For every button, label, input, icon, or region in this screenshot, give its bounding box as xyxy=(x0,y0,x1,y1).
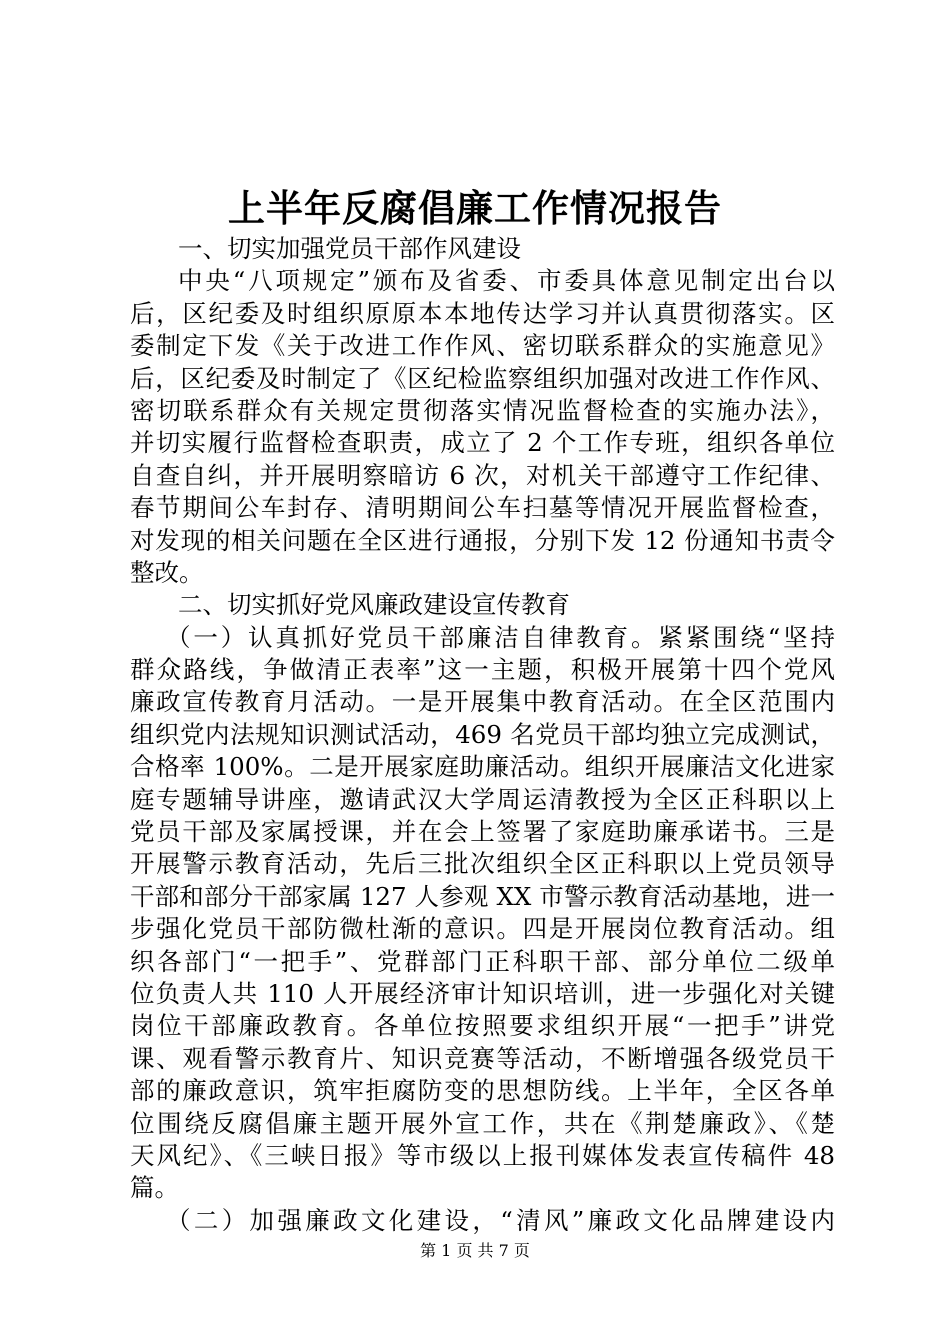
text-line: 篇。 xyxy=(130,1173,179,1203)
text-line: 春节期间公车封存、清明期间公车扫墓等情况开展监督检查， xyxy=(130,493,835,523)
text-line: 织各部门“一把手”、党群部门正科职干部、部分单位二级单 xyxy=(130,946,835,976)
text-line: 课、观看警示教育片、知识竞赛等活动，不断增强各级党员干 xyxy=(130,1043,835,1073)
text-line: 合格率 100%。二是开展家庭助廉活动。组织开展廉洁文化进家 xyxy=(130,752,835,782)
text-line: 中央“八项规定”颁布及省委、市委具体意见制定出台以 xyxy=(178,266,835,296)
text-line: 组织党内法规知识测试活动，469 名党员干部均独立完成测试， xyxy=(130,719,835,749)
text-line: 二、切实抓好党风廉政建设宣传教育 xyxy=(178,590,570,620)
text-line: 自查自纠，并开展明察暗访 6 次，对机关干部遵守工作纪律、 xyxy=(130,460,835,490)
text-line: 干部和部分干部家属 127 人参观 XX 市警示教育活动基地，进一 xyxy=(130,881,835,911)
text-line: 开展警示教育活动，先后三批次组织全区正科职以上党员领导 xyxy=(130,849,835,879)
text-line: 整改。 xyxy=(130,557,204,587)
text-line: 庭专题辅导讲座，邀请武汉大学周运清教授为全区正科职以上 xyxy=(130,784,835,814)
text-line: 后，区纪委及时组织原原本本地传达学习并认真贯彻落实。区 xyxy=(130,298,835,328)
text-line: 天风纪》、《三峡日报》等市级以上报刊媒体发表宣传稿件 48 xyxy=(130,1140,835,1170)
text-line: 位围绕反腐倡廉主题开展外宣工作，共在《荆楚廉政》、《楚 xyxy=(130,1108,835,1138)
text-line: 一、切实加强党员干部作风建设 xyxy=(178,234,521,263)
text-line: 位负责人共 110 人开展经济审计知识培训，进一步强化对关键 xyxy=(130,978,835,1008)
text-line: 党员干部及家属授课，并在会上签署了家庭助廉承诺书。三是 xyxy=(130,817,835,847)
text-line: 群众路线，争做清正表率”这一主题，积极开展第十四个党风 xyxy=(130,655,835,685)
document-body xyxy=(130,233,835,1237)
text-line: 密切联系群众有关规定贯彻落实情况监督检查的实施办法》， xyxy=(130,395,835,425)
text-line: 廉政宣传教育月活动。一是开展集中教育活动。在全区范围内 xyxy=(130,687,835,717)
text-line: 步强化党员干部防微杜渐的意识。四是开展岗位教育活动。组 xyxy=(130,914,835,944)
text-line: 并切实履行监督检查职责，成立了 2 个工作专班，组织各单位 xyxy=(130,428,835,458)
text-line: （二）加强廉政文化建设，“清风”廉政文化品牌建设内 xyxy=(166,1205,835,1235)
text-line: 岗位干部廉政教育。各单位按照要求组织开展“一把手”讲党 xyxy=(130,1011,835,1041)
text-line: 对发现的相关问题在全区进行通报，分别下发 12 份通知书责令 xyxy=(130,525,835,555)
text-line: 后，区纪委及时制定了《区纪检监察组织加强对改进工作作风、 xyxy=(130,363,835,393)
document-title: 上半年反腐倡廉工作情况报告 xyxy=(228,186,722,230)
text-line: 部的廉政意识，筑牢拒腐防变的思想防线。上半年，全区各单 xyxy=(130,1076,835,1106)
text-line: （一）认真抓好党员干部廉洁自律教育。紧紧围绕“坚持 xyxy=(166,622,835,652)
page-number: 第 1 页 共 7 页 xyxy=(420,1241,530,1260)
text-line: 委制定下发《关于改进工作作风、密切联系群众的实施意见》 xyxy=(130,331,835,361)
